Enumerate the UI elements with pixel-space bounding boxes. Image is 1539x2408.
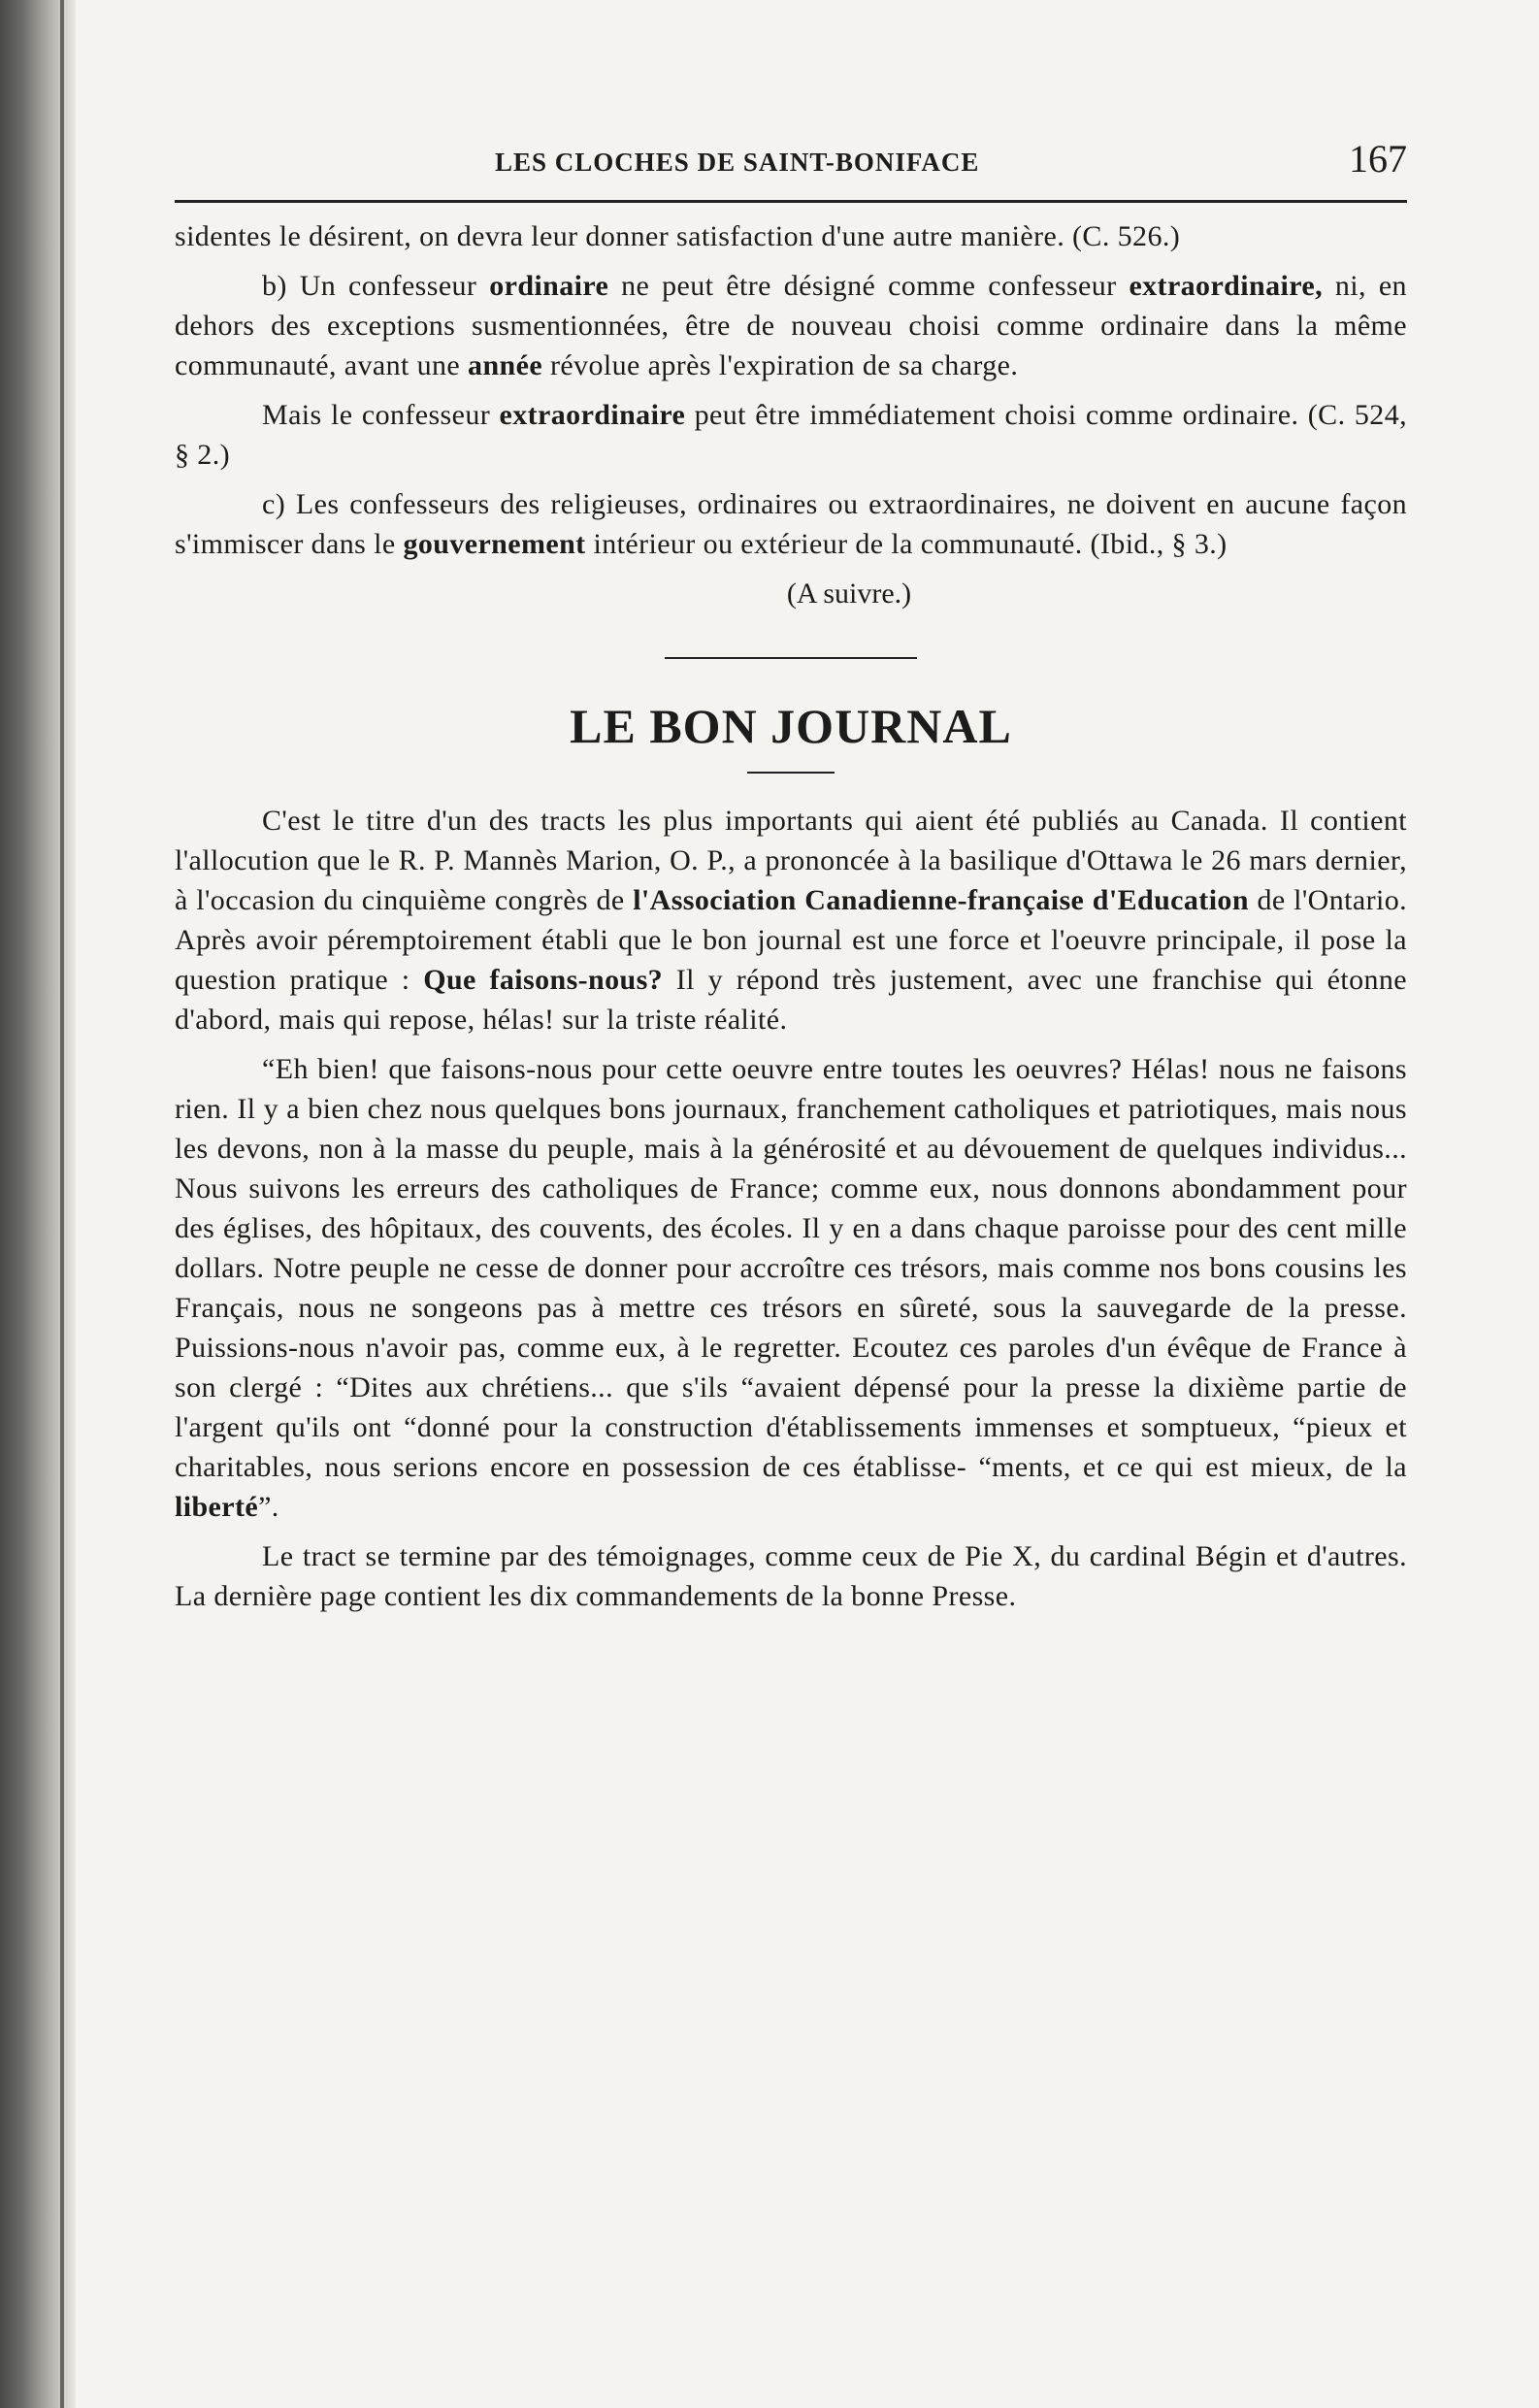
text-span: de l'Ontario. Après avoir péremptoirement établi que le bon journal est une force et l'oeuvre principale, il pose la question pratique : bbox=[175, 884, 1407, 996]
bold-term: l'Association Canadienne-française d'Education bbox=[633, 884, 1249, 916]
text-span: C'est le titre d'un des tracts les plus importants qui aient été publiés au Canada. Il contient l'allocution que le R. P. Mannès Marion, O. P., a prononcée à la basilique d'Ottawa le 26 mars dernier, à l'occasion du cinquième congrès de bbox=[175, 805, 1407, 916]
text-span: intérieur ou extérieur de la communauté. (Ibid., § 3.) bbox=[593, 528, 1228, 560]
text-span: Les confesseurs des religieuses, ordinaires ou extraordinaires, ne doivent en aucune façon s'immiscer dans le bbox=[175, 488, 1407, 560]
section-divider bbox=[665, 657, 917, 659]
text-span: Mais le confesseur bbox=[262, 399, 491, 431]
scan-binding-shadow bbox=[0, 0, 76, 2408]
running-head-title: LES CLOCHES DE SAINT-BONIFACE bbox=[495, 148, 980, 177]
title-underline bbox=[747, 772, 835, 774]
rule-b-label: b) bbox=[262, 270, 287, 302]
text-span: Il y répond très justement, avec une franchise qui étonne d'abord, mais qui repose, hélas! sur la triste réalité. bbox=[175, 964, 1407, 1036]
article-paragraph-3: Le tract se termine par des témoignages, comme ceux de Pie X, du cardinal Bégin et d'autres. La dernière page contient les dix commandements de la bonne Presse. bbox=[175, 1540, 1407, 1612]
bold-term: Que faisons-nous? bbox=[423, 964, 664, 996]
running-head bbox=[175, 136, 1407, 194]
bold-term: liberté bbox=[175, 1491, 259, 1523]
header-rule bbox=[175, 200, 1407, 203]
rule-c-label: c) bbox=[262, 488, 286, 520]
article-paragraph-1 bbox=[175, 801, 1407, 1039]
text-span: “Eh bien! que faisons-nous pour cette oeuvre entre toutes les oeuvres? Hélas! nous ne faisons rien. Il y a bien chez nous quelques bons journaux, franchement catholiques et patriotiques, mais nous les devons, non à la masse du peuple, mais à la générosité et au dévouement de quelques individus... Nous suivons les erreurs des catholiques de France; comme eux, nous donnons abondamment pour des églises, des hôpitaux, des couvents, des écoles. Il y en a dans chaque paroisse pour des cent mille dollars. Notre peuple ne cesse de donner pour accroître ces trésors, mais comme nos bons cousins les Français, nous ne songeons pas à mettre ces trésors en sûreté, sous la sauvegarde de la presse. Puissions-nous n'avoir pas, comme eux, à le regretter. Ecoutez ces paroles d'un évêque de France à son clergé : “Dites aux chrétiens... que s'ils “avaient dépensé pour la presse la dixième partie de l'argent qu'ils ont “donné pour la construction d'établissements immenses et somptueux, “pieux et charitables, nous serions encore en possession de ces établisse- “ments, et ce qui est mieux, de la bbox=[175, 1053, 1407, 1483]
rule-b-paragraph bbox=[175, 266, 1407, 385]
text-span: Un confesseur bbox=[299, 270, 477, 302]
article-paragraph-2 bbox=[175, 1049, 1407, 1527]
bold-term: gouvernement bbox=[403, 528, 586, 560]
text-span: ”. bbox=[258, 1491, 279, 1523]
text-span: ne peut être désigné comme confesseur bbox=[621, 270, 1117, 302]
to-be-continued: (A suivre.) bbox=[786, 577, 912, 610]
bold-term: année bbox=[468, 349, 543, 381]
bold-term: ordinaire bbox=[489, 270, 609, 302]
bold-term: extraordinaire bbox=[499, 399, 686, 431]
text-span: peut être immédiatement choisi comme ordinaire. (C. 524, § 2.) bbox=[175, 399, 1407, 471]
book-page bbox=[175, 136, 1407, 1616]
text-span: révolue après l'expiration de sa charge. bbox=[549, 349, 1019, 381]
text-span: ni, en dehors des exceptions susmentionnées, être de nouveau choisi comme ordinaire dans la même communauté, avant une bbox=[175, 270, 1407, 381]
article-title: LE BON JOURNAL bbox=[570, 699, 1012, 753]
continued-paragraph: sidentes le désirent, on devra leur donner satisfaction d'une autre manière. (C. 526.) bbox=[175, 220, 1181, 252]
scan-binding-edge bbox=[60, 0, 64, 2408]
rule-c-paragraph bbox=[175, 484, 1407, 564]
mais-paragraph bbox=[175, 395, 1407, 475]
bold-term: extraordinaire, bbox=[1129, 270, 1324, 302]
page-number: 167 bbox=[1349, 137, 1407, 181]
